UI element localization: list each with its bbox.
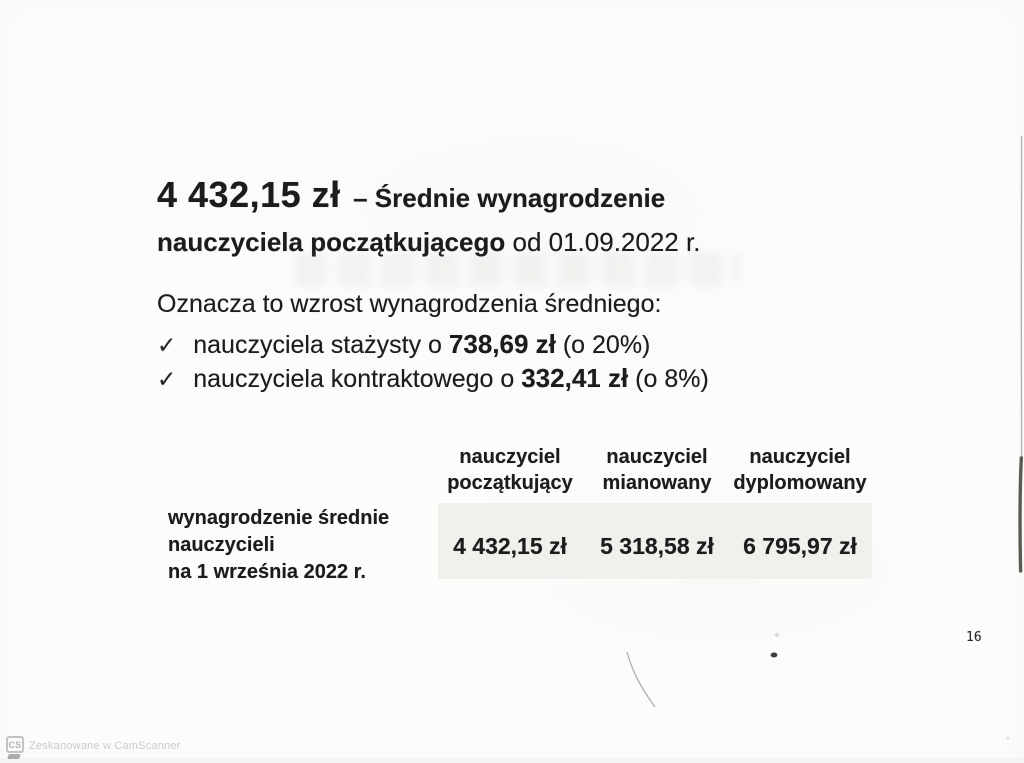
checkmark-icon: ✓ xyxy=(157,332,177,358)
intro-text: Oznacza to wzrost wynagrodzenia średniego: xyxy=(157,290,662,318)
column-header-dyplomowany xyxy=(722,444,878,496)
column-header-mianowany xyxy=(582,444,732,496)
header-line: nauczyciel xyxy=(606,446,708,468)
crease-hair-artifact xyxy=(627,652,655,707)
right-edge-dark-artifact xyxy=(1020,458,1021,571)
checkmark-icon: ✓ xyxy=(157,366,177,392)
bullet-text: nauczyciela stażysty o xyxy=(193,331,442,359)
scan-bottom-edge xyxy=(0,758,1024,763)
camscanner-logo-icon: CS xyxy=(6,736,24,753)
bullet-amount: 332,41 zł xyxy=(521,363,629,393)
bullet-percent: (o 20%) xyxy=(562,331,651,359)
faint-speck xyxy=(775,633,780,637)
slide-title xyxy=(157,174,717,258)
title-heading: – Średnie wynagrodzenie xyxy=(353,183,666,213)
table-row-label xyxy=(168,505,418,586)
camscanner-watermark: Zeskanowane w CamScanner xyxy=(29,740,181,752)
title-effective-date: od 01.09.2022 r. xyxy=(512,227,701,257)
table-value-poczatkujacy: 4 432,15 zł xyxy=(453,533,567,559)
header-line: mianowany xyxy=(602,472,712,494)
bullet-percent: (o 8%) xyxy=(635,365,709,393)
ink-speck xyxy=(771,653,778,658)
column-header-poczatkujacy xyxy=(436,444,584,496)
row-label-line: na 1 września 2022 r. xyxy=(168,561,366,583)
page-number: 16 xyxy=(966,630,982,645)
title-line-1 xyxy=(157,174,717,220)
bullet-amount: 738,69 zł xyxy=(448,329,556,359)
row-label-line: nauczycieli xyxy=(168,534,275,556)
title-subject: nauczyciela początkującego xyxy=(157,227,506,257)
header-line: dyplomowany xyxy=(733,472,867,494)
header-line: nauczyciel xyxy=(749,446,851,468)
header-line: nauczyciel xyxy=(459,446,561,468)
table-value-mianowany: 5 318,58 zł xyxy=(600,533,714,559)
bullet-text: nauczyciela kontraktowego o xyxy=(193,365,515,393)
row-label-line: wynagrodzenie średnie xyxy=(168,507,390,529)
bullet-stazysta xyxy=(157,328,650,362)
table-value-dyplomowany: 6 795,97 zł xyxy=(743,533,857,559)
header-line: początkujący xyxy=(447,472,573,494)
faint-speck xyxy=(1006,737,1009,740)
bullet-kontraktowy xyxy=(157,362,709,396)
title-amount: 4 432,15 zł xyxy=(157,174,341,215)
bleed-through-artifact xyxy=(295,253,740,286)
